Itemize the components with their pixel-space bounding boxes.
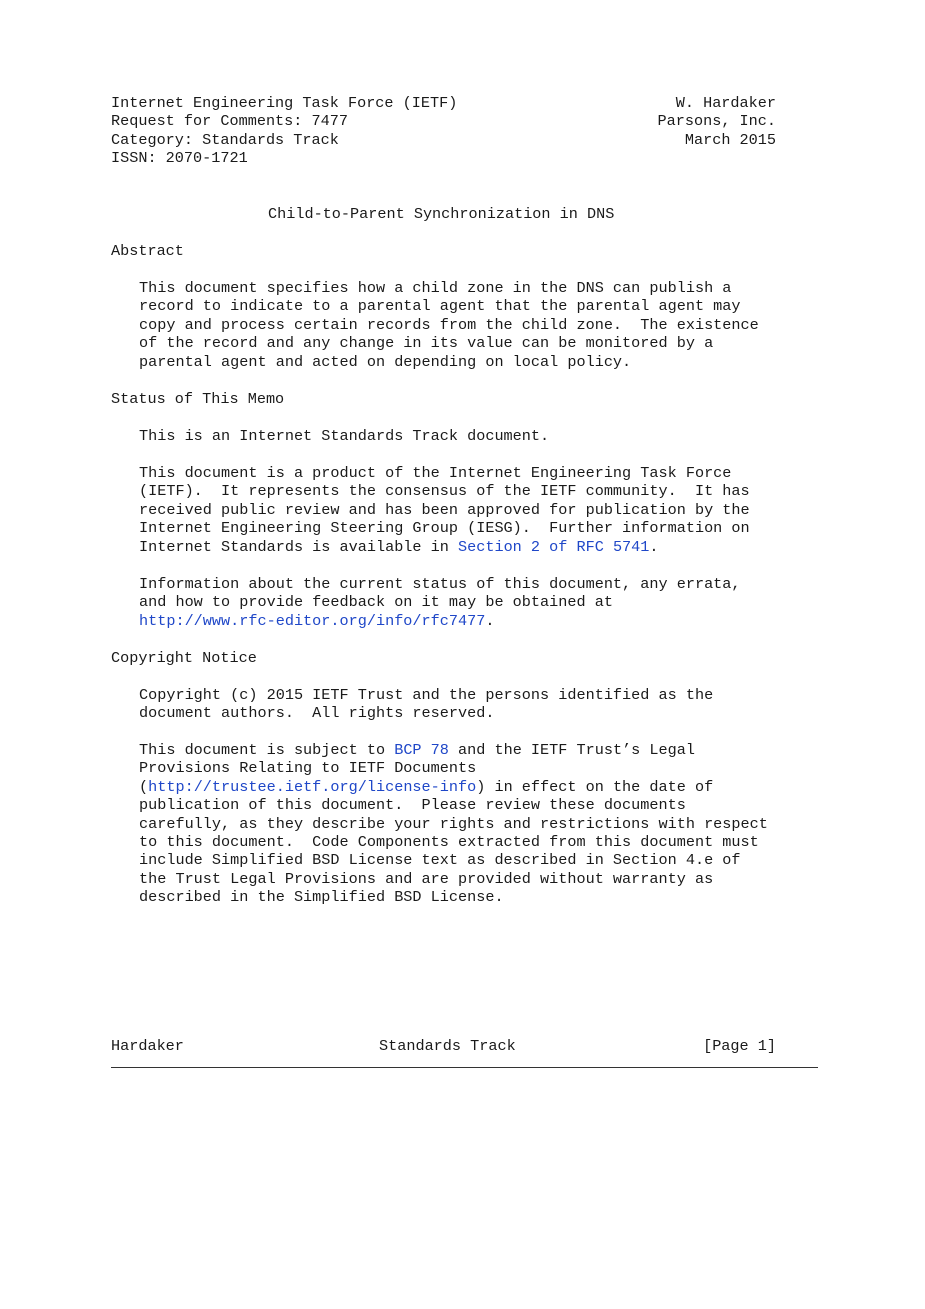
- copyright-p2-line: the Trust Legal Provisions and are provided without warranty as: [139, 869, 714, 888]
- page-separator-rule: [111, 1067, 818, 1068]
- abstract-heading: Abstract: [111, 242, 184, 260]
- copyright-p2-line-3: [139, 778, 713, 796]
- status-p3-link-line: [139, 612, 494, 630]
- copyright-heading: Copyright Notice: [111, 649, 257, 667]
- document-title: Child-to-Parent Synchronization in DNS: [268, 205, 615, 223]
- copyright-p2-line: publication of this document. Please review these documents: [139, 796, 686, 815]
- status-p2-period: .: [649, 537, 659, 556]
- footer-author: Hardaker: [111, 1037, 184, 1055]
- abstract-line: parental agent and acted on depending on local policy.: [139, 352, 632, 371]
- status-p2-text: Internet Standards is available in: [139, 537, 458, 556]
- status-p2-line: Internet Engineering Steering Group (IESG). Further information on: [139, 519, 750, 538]
- status-paragraph-1: This is an Internet Standards Track document.: [139, 427, 550, 445]
- copyright-p2-text: and the IETF Trust’s Legal: [448, 741, 695, 759]
- header-organization: Internet Engineering Task Force (IETF): [111, 94, 458, 112]
- status-p3-line: and how to provide feedback on it may be obtained at: [139, 593, 613, 612]
- trustee-license-info-link[interactable]: http://trustee.ietf.org/license-info: [148, 777, 477, 796]
- copyright-p2-line: carefully, as they describe your rights and restrictions with respect: [139, 814, 768, 833]
- status-p3-line: Information about the current status of this document, any errata,: [139, 575, 741, 593]
- copyright-p2-line-2: Provisions Relating to IETF Documents: [139, 759, 477, 778]
- rfc5741-section-link[interactable]: Section 2 of RFC 5741: [458, 537, 650, 556]
- abstract-line: copy and process certain records from the child zone. The existence: [139, 315, 759, 334]
- header-affiliation: Parsons, Inc.: [657, 112, 776, 131]
- copyright-p2-line: include Simplified BSD License text as described in Section 4.e of: [139, 851, 741, 870]
- header-category: Category: Standards Track: [111, 130, 339, 149]
- abstract-line: of the record and any change in its value can be monitored by a: [139, 334, 714, 353]
- bcp78-link[interactable]: BCP 78: [394, 741, 449, 759]
- copyright-p2-line: described in the Simplified BSD License.: [139, 888, 504, 907]
- footer-page-number: [Page 1]: [703, 1037, 776, 1055]
- status-p2-line: (IETF). It represents the consensus of the IETF community. It has: [139, 482, 750, 501]
- header-author: W. Hardaker: [675, 94, 776, 112]
- copyright-p2-line-1: [139, 741, 695, 759]
- status-p2-line: This document is a product of the Internet Engineering Task Force: [139, 464, 732, 482]
- status-p3-period: .: [485, 611, 495, 630]
- rfc-editor-info-link[interactable]: http://www.rfc-editor.org/info/rfc7477: [139, 611, 486, 630]
- abstract-line: This document specifies how a child zone in the DNS can publish a: [139, 279, 732, 297]
- header-issn: ISSN: 2070-1721: [111, 149, 248, 168]
- status-p2-line: received public review and has been approved for publication by the: [139, 500, 750, 519]
- copyright-p1-line: document authors. All rights reserved.: [139, 704, 495, 723]
- header-date: March 2015: [684, 130, 776, 149]
- copyright-p1-line: Copyright (c) 2015 IETF Trust and the persons identified as the: [139, 686, 714, 704]
- copyright-p2-text: This document is subject to: [139, 741, 395, 759]
- copyright-p2-line: to this document. Code Components extracted from this document must: [139, 833, 759, 851]
- copyright-p2-text: ) in effect on the date of: [476, 777, 714, 796]
- abstract-line: record to indicate to a parental agent that the parental agent may: [139, 297, 741, 316]
- header-rfc-number: Request for Comments: 7477: [111, 112, 348, 131]
- copyright-p2-text: (: [139, 777, 149, 796]
- status-p2-last-line: [139, 538, 659, 556]
- footer-track: Standards Track: [379, 1037, 516, 1055]
- status-heading: Status of This Memo: [111, 390, 285, 408]
